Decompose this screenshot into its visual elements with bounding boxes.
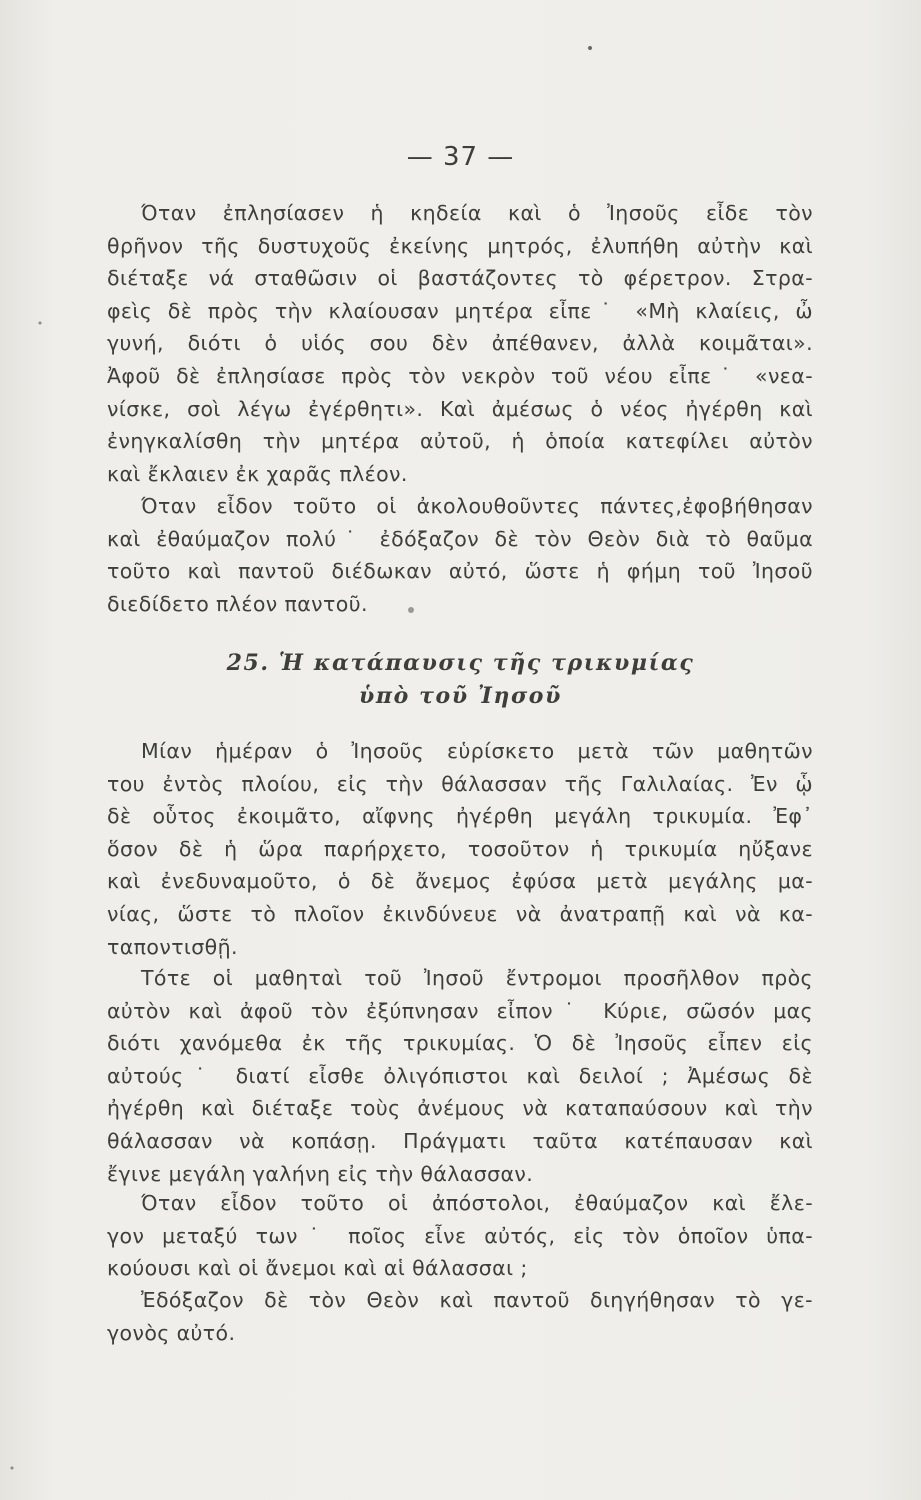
text-line: Ἐδόξαζον δὲ τὸν Θεὸν καὶ παντοῦ διηγήθησαν τὸ γε- xyxy=(141,1288,813,1312)
section-subheading: ὑπὸ τοῦ Ἰησοῦ xyxy=(359,683,562,709)
paragraph-1 xyxy=(107,197,813,490)
paragraph-3 xyxy=(107,735,813,963)
text-line: γονὸς αὐτό. xyxy=(107,1320,236,1345)
page-number: — 37 — xyxy=(406,142,515,172)
text-line: τοῦτο καὶ παντοῦ διέδωκαν αὐτό, ὥστε ἡ φήμη τοῦ Ἰησοῦ xyxy=(107,559,813,584)
text-line: Όταν εἶδον τοῦτο οἱ ἀκολουθοῦντες πάντες,ἐφοβήθησαν xyxy=(141,494,813,518)
text-line: Όταν εἶδον τοῦτο οἱ ἀπόστολοι, ἐθαύμαζον καὶ ἔλε- xyxy=(141,1191,813,1215)
text-line: Ἀφοῦ δὲ ἐπλησίασε πρὸς τὸν νεκρὸν τοῦ νέου εἶπε˙ «νεα- xyxy=(107,363,813,388)
text-line: καὶ ἐνεδυναμοῦτο, ὁ δὲ ἄνεμος ἐφύσα μετὰ μεγάλης μα- xyxy=(107,869,813,894)
text-line: κούουσι καὶ οἱ ἄνεμοι καὶ αἱ θάλασσαι ; xyxy=(107,1256,528,1281)
text-line: ἐνηγκαλίσθη τὴν μητέρα αὐτοῦ, ἡ ὁποία κατεφίλει αὐτὸν xyxy=(107,429,813,454)
text-line: ἔγινε μεγάλη γαλήνη εἰς τὴν θάλασσαν. xyxy=(107,1161,534,1186)
text-line: γυνή, διότι ὁ υἱός σου δὲν ἀπέθανεν, ἀλλὰ κοιμᾶται». xyxy=(107,331,813,356)
text-line: θάλασσαν νὰ κοπάσῃ. Πράγματι ταῦτα κατέπαυσαν καὶ xyxy=(107,1128,813,1153)
text-line: καὶ ἔκλαιεν ἐκ χαρᾶς πλέον. xyxy=(107,461,408,486)
text-line: διεδίδετο πλέον παντοῦ. xyxy=(107,591,368,616)
text-line: ὅσον δὲ ἡ ὥρα παρήρχετο, τοσοῦτον ἡ τρικυμία ηὔξανε xyxy=(107,836,813,861)
speck xyxy=(588,46,592,50)
paragraph-2 xyxy=(107,490,813,620)
paragraph-4 xyxy=(107,962,813,1190)
text-line: νίας, ὥστε τὸ πλοῖον ἐκινδύνευε νὰ ἀνατραπῇ καὶ νὰ κα- xyxy=(107,901,813,926)
text-line: Τότε οἱ μαθηταὶ τοῦ Ἰησοῦ ἔντρομοι προσῆλθον πρὸς xyxy=(141,966,813,990)
text-line: θρῆνον τῆς δυστυχοῦς ἐκείνης μητρός, ἐλυπήθη αὐτὴν καὶ xyxy=(107,233,813,258)
paragraph-5 xyxy=(107,1187,813,1285)
text-line: αὐτούς˙ διατί εἶσθε ὀλιγόπιστοι καὶ δειλοί ; Ἀμέσως δὲ xyxy=(107,1063,813,1088)
text-line: δὲ οὗτος ἐκοιμᾶτο, αἴφνης ἠγέρθη μεγάλη τρικυμία. Ἐφ᾽ xyxy=(107,804,813,829)
text-line: νίσκε, σοὶ λέγω ἐγέρθητι». Καὶ ἀμέσως ὁ νέος ἠγέρθη καὶ xyxy=(107,396,813,421)
text-line: Μίαν ἡμέραν ὁ Ἰησοῦς εὑρίσκετο μετὰ τῶν μαθητῶν xyxy=(141,739,813,763)
text-line: του ἐντὸς πλοίου, εἰς τὴν θάλασσαν τῆς Γαλιλαίας. Ἐν ᾧ xyxy=(107,771,813,796)
speck xyxy=(11,1467,14,1470)
paragraph-6 xyxy=(107,1284,813,1349)
text-line: ταποντισθῇ. xyxy=(107,934,238,959)
text-line: ἠγέρθη καὶ διέταξε τοὺς ἀνέμους νὰ καταπαύσουν καὶ τὴν xyxy=(107,1096,813,1121)
text-line: διέταξε νά σταθῶσιν οἱ βαστάζοντες τὸ φέρετρον. Στρα- xyxy=(107,266,813,291)
speck xyxy=(39,322,42,325)
text-line: φεὶς δὲ πρὸς τὴν κλαίουσαν μητέρα εἶπε˙ «Μὴ κλαίεις, ὦ xyxy=(107,298,813,323)
text-line: Όταν ἐπλησίασεν ἡ κηδεία καὶ ὁ Ἰησοῦς εἶδε τὸν xyxy=(141,201,813,225)
text-line: γον μεταξύ των˙ ποῖος εἶνε αὐτός, εἰς τὸν ὁποῖον ὑπα- xyxy=(107,1223,813,1248)
text-line: διότι χανόμεθα ἐκ τῆς τρικυμίας. Ὁ δὲ Ἰησοῦς εἶπεν εἰς xyxy=(107,1031,813,1056)
section-heading: 25. Ἡ κατάπαυσις τῆς τρικυμίας xyxy=(226,650,695,676)
text-line: αὐτὸν καὶ ἀφοῦ τὸν ἐξύπνησαν εἶπον˙ Κύριε, σῶσόν μας xyxy=(107,998,813,1023)
text-line: καὶ ἐθαύμαζον πολύ˙ ἐδόξαζον δὲ τὸν Θεὸν διὰ τὸ θαῦμα xyxy=(107,526,813,551)
